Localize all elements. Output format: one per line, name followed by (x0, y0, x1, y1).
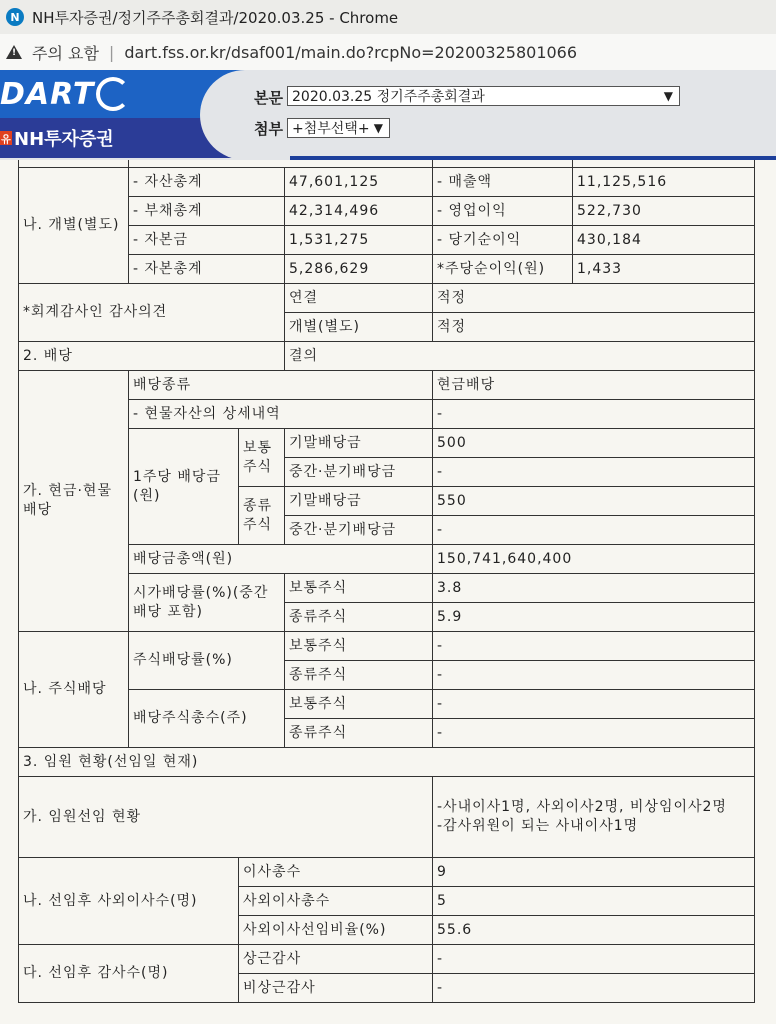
address-divider: | (108, 42, 115, 62)
total-directors-value: 9 (433, 858, 755, 887)
inkind-label: - 현물자산의 상세내역 (129, 400, 433, 429)
table-row (19, 545, 755, 574)
table-row (19, 255, 755, 284)
yield-label: 시가배당률(%)(중간배당 포함) (129, 574, 285, 632)
common-year-end-value: 500 (433, 429, 755, 458)
elected-value-line: -사내이사1명, 사외이사2명, 비상임이사2명 (437, 799, 727, 816)
cell-value: 1,433 (573, 255, 755, 284)
table-row (19, 748, 755, 777)
cell-key: - 부채총계 (129, 197, 285, 226)
table-row (19, 632, 755, 661)
cell-value: 522,730 (573, 197, 755, 226)
table-row (19, 160, 755, 168)
elected-label: 가. 임원선임 현황 (19, 777, 433, 858)
body-select-value: 2020.03.25 정기주주총회결과 (292, 89, 485, 105)
cell-key: - 매출액 (433, 168, 573, 197)
header-curve (200, 70, 290, 160)
dividend-total-value: 150,741,640,400 (433, 545, 755, 574)
stock-rate-label: 주식배당률(%) (129, 632, 285, 690)
audit-separate-label: 개별(별도) (285, 313, 433, 342)
stock-rate-pref-value: - (433, 661, 755, 690)
dividend-type-label: 배당종류 (129, 371, 433, 400)
cell-value: 430,184 (573, 226, 755, 255)
nh-logo-icon: 유 (0, 131, 12, 145)
results-table (18, 160, 755, 1003)
outside-ratio-value: 55.6 (433, 916, 755, 945)
table-row (19, 574, 755, 603)
stock-total-pref-label: 종류주식 (285, 719, 433, 748)
interim-label: 중간·분기배당금 (285, 516, 433, 545)
interim-label: 중간·분기배당금 (285, 458, 433, 487)
fulltime-auditor-value: - (433, 945, 755, 974)
stock-dividend-label: 나. 주식배당 (19, 632, 129, 748)
pref-stock-label: 종류주식 (239, 487, 285, 545)
security-label[interactable]: 주의 요함 (32, 43, 99, 63)
app-favicon-icon: N (6, 8, 24, 26)
warning-icon[interactable]: ! (6, 45, 22, 59)
address-bar[interactable] (0, 34, 776, 71)
cell-value: 5,286,629 (285, 255, 433, 284)
cell-key: - 당기순이익 (433, 226, 573, 255)
cell-key: - 자본금 (129, 226, 285, 255)
dividend-value: 결의 (285, 342, 755, 371)
attach-select[interactable] (287, 118, 390, 138)
inkind-value: - (433, 400, 755, 429)
yield-common-label: 보통주식 (285, 574, 433, 603)
window-titlebar (0, 0, 776, 34)
elected-value (433, 777, 755, 858)
table-row (19, 945, 755, 974)
parttime-auditor-label: 비상근감사 (239, 974, 433, 1003)
fulltime-auditor-label: 상근감사 (239, 945, 433, 974)
stock-total-label: 배당주식총수(주) (129, 690, 285, 748)
cash-dividend-label: 가. 현금·현물배당 (19, 371, 129, 632)
parttime-auditor-value: - (433, 974, 755, 1003)
elected-value-line: -감사위원이 되는 사내이사1명 (437, 818, 639, 834)
dart-swirl-icon (96, 77, 130, 111)
attach-label: 첨부 (254, 120, 283, 138)
stock-total-pref-value: - (433, 719, 755, 748)
cell-key: - 영업이익 (433, 197, 573, 226)
table-row (19, 858, 755, 887)
pref-year-end-value: 550 (433, 487, 755, 516)
stock-rate-pref-label: 종류주식 (285, 661, 433, 690)
stock-total-common-label: 보통주식 (285, 690, 433, 719)
cell-value: 42,314,496 (285, 197, 433, 226)
dart-header (0, 70, 776, 160)
body-select[interactable] (287, 86, 680, 106)
yield-pref-value: 5.9 (433, 603, 755, 632)
audit-separate-value: 적정 (433, 313, 755, 342)
outside-directors-label: 나. 선임후 사외이사수(명) (19, 858, 239, 945)
total-directors-label: 이사총수 (239, 858, 433, 887)
audit-consolidated-value: 적정 (433, 284, 755, 313)
common-stock-label: 보통주식 (239, 429, 285, 487)
table-row (19, 371, 755, 400)
stock-rate-common-value: - (433, 632, 755, 661)
cell-value: 11,125,516 (573, 168, 755, 197)
table-row (19, 168, 755, 197)
cell-key: - 자본총계 (129, 255, 285, 284)
company-name: NH투자증권 (14, 129, 114, 150)
cell-key: - 자산총계 (129, 168, 285, 197)
stock-rate-common-label: 보통주식 (285, 632, 433, 661)
table-row (19, 777, 755, 858)
year-end-label: 기말배당금 (285, 487, 433, 516)
year-end-label: 기말배당금 (285, 429, 433, 458)
individual-label: 나. 개별(별도) (19, 168, 129, 284)
outside-directors-count-value: 5 (433, 887, 755, 916)
pref-interim-value: - (433, 516, 755, 545)
yield-pref-label: 종류주식 (285, 603, 433, 632)
window-title: NH투자증권/정기주주총회결과/2020.03.25 - Chrome (32, 8, 399, 27)
table-row (19, 690, 755, 719)
table-row (19, 342, 755, 371)
table-row (19, 400, 755, 429)
dividend-total-label: 배당금총액(원) (129, 545, 433, 574)
table-row (19, 226, 755, 255)
cell-key: *주당순이익(원) (433, 255, 573, 284)
common-interim-value: - (433, 458, 755, 487)
cell-value: 1,531,275 (285, 226, 433, 255)
yield-common-value: 3.8 (433, 574, 755, 603)
audit-consolidated-label: 연결 (285, 284, 433, 313)
dart-logo-text: DART (0, 76, 95, 112)
officers-label: 3. 임원 현황(선임일 현재) (19, 748, 755, 777)
chevron-down-icon: ▼ (373, 121, 383, 135)
table-row (19, 429, 755, 458)
table-row (19, 197, 755, 226)
outside-ratio-label: 사외이사선임비율(%) (239, 916, 433, 945)
chevron-down-icon: ▼ (663, 89, 673, 103)
stock-total-common-value: - (433, 690, 755, 719)
cell-value: 47,601,125 (285, 168, 433, 197)
table-row (19, 284, 755, 313)
body-label: 본문 (254, 89, 283, 107)
audit-label: *회계감사인 감사의견 (19, 284, 285, 342)
outside-directors-count-label: 사외이사총수 (239, 887, 433, 916)
per-share-label: 1주당 배당금(원) (129, 429, 239, 545)
url-text[interactable]: dart.fss.or.kr/dsaf001/main.do?rcpNo=20200325801066 (124, 42, 578, 62)
auditors-label: 다. 선임후 감사수(명) (19, 945, 239, 1003)
document-content (0, 160, 776, 1024)
attach-select-value: +첨부선택+ (292, 121, 370, 137)
dividend-type-value: 현금배당 (433, 371, 755, 400)
dividend-label: 2. 배당 (19, 342, 285, 371)
